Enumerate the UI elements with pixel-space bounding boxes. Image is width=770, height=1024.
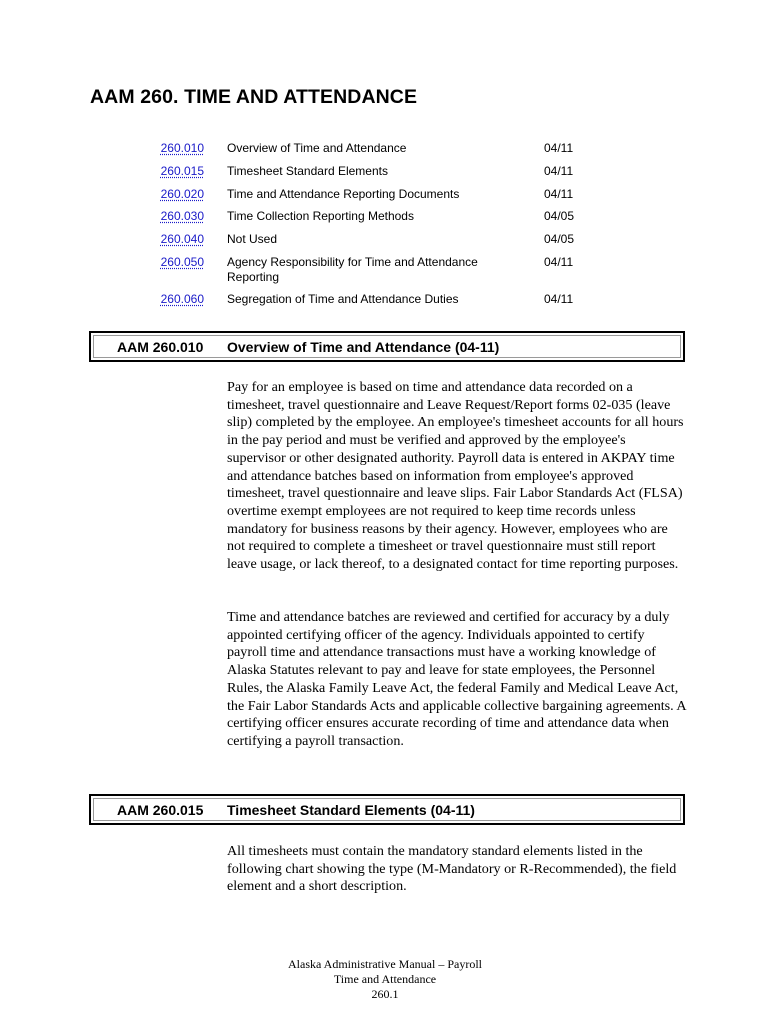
toc-title: Segregation of Time and Attendance Duties [227,292,459,306]
section-title: Overview of Time and Attendance (04-11) [227,339,500,355]
section-code: AAM 260.010 [117,339,204,355]
section-code: AAM 260.015 [117,802,204,818]
toc-date: 04/11 [544,255,574,269]
toc-link-260-020[interactable]: 260.020 [160,187,204,201]
page-title: AAM 260. TIME AND ATTENDANCE [90,86,418,108]
toc-date: 04/11 [544,292,574,306]
toc-title: Time and Attendance Reporting Documents [227,187,460,201]
toc-date: 04/11 [544,187,574,201]
toc-title: Timesheet Standard Elements [227,164,388,178]
toc-title: Agency Responsibility for Time and Attendance Reporting [227,255,478,284]
toc-title: Not Used [227,232,278,246]
toc-link-260-040[interactable]: 260.040 [160,232,204,246]
toc-link-260-030[interactable]: 260.030 [160,209,204,223]
toc-title: Overview of Time and Attendance [227,141,407,155]
body-paragraph: Pay for an employee is based on time and attendance data recorded on a timesheet, travel questionnaire and Leave Request/Report forms 02-035 (leave slip) completed by the employee. An employee's timesheet accounts for all hours in the pay period and must be verified and approved by the employee's supervisor or other designated authority. Payroll data is entered in AKPAY time and attendance batches based on information from employee's approved timesheet, travel questionnaire and leave slips. Fair Labor Standards Act (FLSA) overtime exempt employees are not required to keep time records unless mandatory for business reasons by their agency. However, employees who are not required to complete a timesheet or travel questionnaire must still report leave usage, or lack thereof, to a designated contact for time reporting purposes. [227,379,684,573]
toc-date: 04/11 [544,164,574,178]
body-paragraph: Time and attendance batches are reviewed and certified for accuracy by a duly appointed certifying officer of the agency. Individuals appointed to certify payroll time and attendance transactions must have a working knowledge of Alaska Statutes relevant to pay and leave for state employees, the Personnel Rules, the Alaska Family Leave Act, the federal Family and Medical Leave Act, the Fair Labor Standards Acts and applicable collective bargaining agreements. A certifying officer ensures accurate recording of time and attendance data when certifying a payroll transaction. [227,609,686,749]
toc-link-260-050[interactable]: 260.050 [160,255,204,269]
section-header-260-015 [89,794,685,825]
page-number: 260.1 [371,987,399,1001]
toc-date: 04/05 [544,209,575,223]
toc-date: 04/05 [544,232,575,246]
footer-chapter-name: Time and Attendance [333,972,437,986]
body-paragraph: All timesheets must contain the mandatory standard elements listed in the following chart showing the type (M-Mandatory or R-Recommended), the field element and a short description. [227,843,677,895]
toc-date: 04/11 [544,141,574,155]
toc-link-260-060[interactable]: 260.060 [160,292,204,306]
toc-link-260-010[interactable]: 260.010 [160,141,204,155]
section-header-260-010 [89,331,685,362]
toc-link-260-015[interactable]: 260.015 [160,164,204,178]
footer-manual-name: Alaska Administrative Manual – Payroll [288,957,482,971]
section-title: Timesheet Standard Elements (04-11) [227,802,475,818]
toc-title: Time Collection Reporting Methods [227,209,414,223]
